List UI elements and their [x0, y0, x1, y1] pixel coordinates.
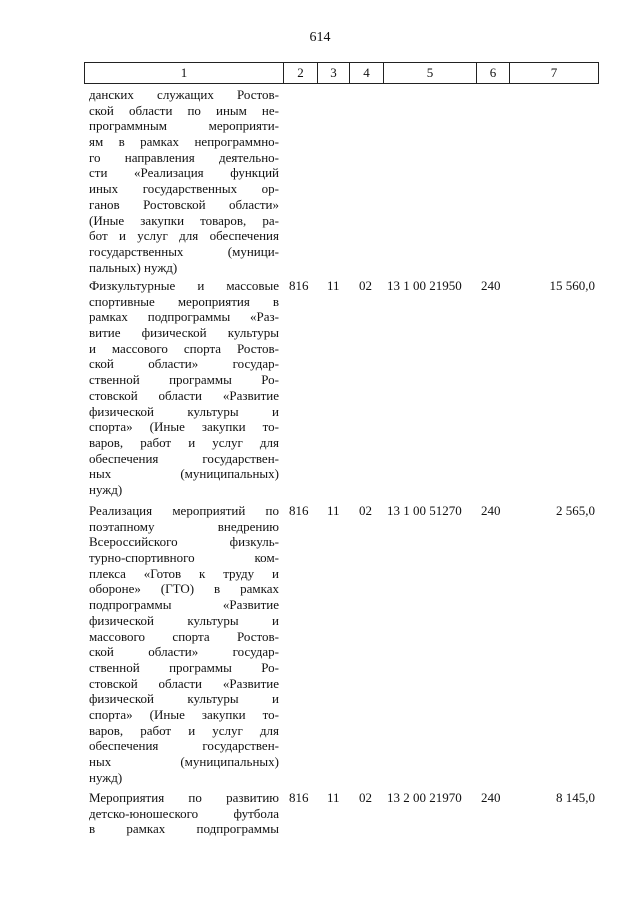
- description-line: ям в рамках непрограммно-: [89, 134, 279, 150]
- description-line: и массового спорта Ростов-: [89, 340, 279, 356]
- description-line: поэтапному внедрению: [89, 518, 279, 534]
- description-line: ственной программы Ро-: [89, 372, 279, 388]
- header-col-3: 3: [317, 63, 349, 83]
- target-article-code: 13 1 00 21950: [387, 278, 462, 293]
- description-line: физической культуры и: [89, 403, 279, 419]
- expense-type-code: 240: [481, 278, 501, 293]
- section-code: 11: [327, 278, 340, 293]
- ministry-code: 816: [289, 790, 309, 805]
- description-line: плекса «Готов к труду и: [89, 565, 279, 581]
- table-row: [84, 87, 599, 277]
- table-header: [84, 62, 599, 84]
- description-line: детско-юношеского футбола: [89, 805, 279, 821]
- table-row: [84, 790, 599, 840]
- description-line: государственных (муници-: [89, 243, 279, 259]
- description-line: Всероссийского физкуль-: [89, 534, 279, 550]
- description-line: программным мероприяти-: [89, 118, 279, 134]
- description-line: ных (муниципальных): [89, 466, 279, 482]
- amount: 2 565,0: [556, 503, 595, 518]
- table-row: [84, 503, 599, 786]
- description-line: ных (муниципальных): [89, 754, 279, 769]
- description-line: обороне» (ГТО) в рамках: [89, 581, 279, 597]
- description-line: ской области» государ-: [89, 356, 279, 372]
- description-line: нужд): [89, 769, 123, 785]
- row-description: [89, 278, 279, 498]
- description-line: спорта» (Иные закупки то-: [89, 419, 279, 435]
- description-line: витие физической культуры: [89, 325, 279, 341]
- description-line: турно-спортивного ком-: [89, 550, 279, 566]
- subsection-code: 02: [359, 503, 372, 518]
- row-description: [89, 503, 279, 785]
- description-line: физической культуры и: [89, 691, 279, 707]
- description-line: обеспечения государствен-: [89, 738, 279, 754]
- description-line: варов, работ и услуг для: [89, 434, 279, 450]
- description-line: ской области» государ-: [89, 644, 279, 660]
- description-line: спортивные мероприятия в: [89, 293, 279, 309]
- subsection-code: 02: [359, 278, 372, 293]
- header-col-5: 5: [383, 63, 476, 83]
- description-line: рамках подпрограммы «Раз-: [89, 309, 279, 325]
- expense-type-code: 240: [481, 790, 501, 805]
- description-line: иных государственных ор-: [89, 181, 279, 197]
- subsection-code: 02: [359, 790, 372, 805]
- expense-type-code: 240: [481, 503, 501, 518]
- description-line: массового спорта Ростов-: [89, 628, 279, 644]
- header-col-7: 7: [509, 63, 598, 83]
- table-row: [84, 278, 599, 498]
- description-line: стовской области «Развитие: [89, 387, 279, 403]
- row-description: [89, 790, 279, 837]
- page-number: 614: [309, 30, 331, 45]
- section-code: 11: [327, 503, 340, 518]
- description-line: го направления деятельно-: [89, 149, 279, 165]
- ministry-code: 816: [289, 503, 309, 518]
- description-line: физической культуры и: [89, 612, 279, 628]
- description-line: нужд): [89, 481, 123, 497]
- header-col-1: 1: [180, 65, 188, 80]
- header-col-4: 4: [349, 63, 383, 83]
- description-line: подпрограммы «Развитие: [89, 597, 279, 613]
- target-article-code: 13 2 00 21970: [387, 790, 462, 805]
- section-code: 11: [327, 790, 340, 805]
- description-line: Реализация мероприятий по: [89, 503, 279, 518]
- description-line: пальных) нужд): [89, 259, 178, 275]
- amount: 8 145,0: [556, 790, 595, 805]
- header-col-6: 6: [476, 63, 509, 83]
- description-line: спорта» (Иные закупки то-: [89, 706, 279, 722]
- description-line: сти «Реализация функций: [89, 165, 279, 181]
- description-line: бот и услуг для обеспечения: [89, 228, 279, 244]
- description-line: варов, работ и услуг для: [89, 722, 279, 738]
- description-line: в рамках подпрограммы: [89, 821, 279, 837]
- description-line: ственной программы Ро-: [89, 659, 279, 675]
- description-line: стовской области «Развитие: [89, 675, 279, 691]
- description-line: данских служащих Ростов-: [89, 87, 279, 102]
- description-line: обеспечения государствен-: [89, 450, 279, 466]
- row-description: [89, 87, 279, 275]
- description-line: Физкультурные и массовые: [89, 278, 279, 293]
- description-line: ской области по иным не-: [89, 102, 279, 118]
- amount: 15 560,0: [549, 278, 595, 293]
- description-line: Мероприятия по развитию: [89, 790, 279, 805]
- target-article-code: 13 1 00 51270: [387, 503, 462, 518]
- description-line: ганов Ростовской области»: [89, 196, 279, 212]
- ministry-code: 816: [289, 278, 309, 293]
- description-line: (Иные закупки товаров, ра-: [89, 212, 279, 228]
- header-col-2: 2: [283, 63, 317, 83]
